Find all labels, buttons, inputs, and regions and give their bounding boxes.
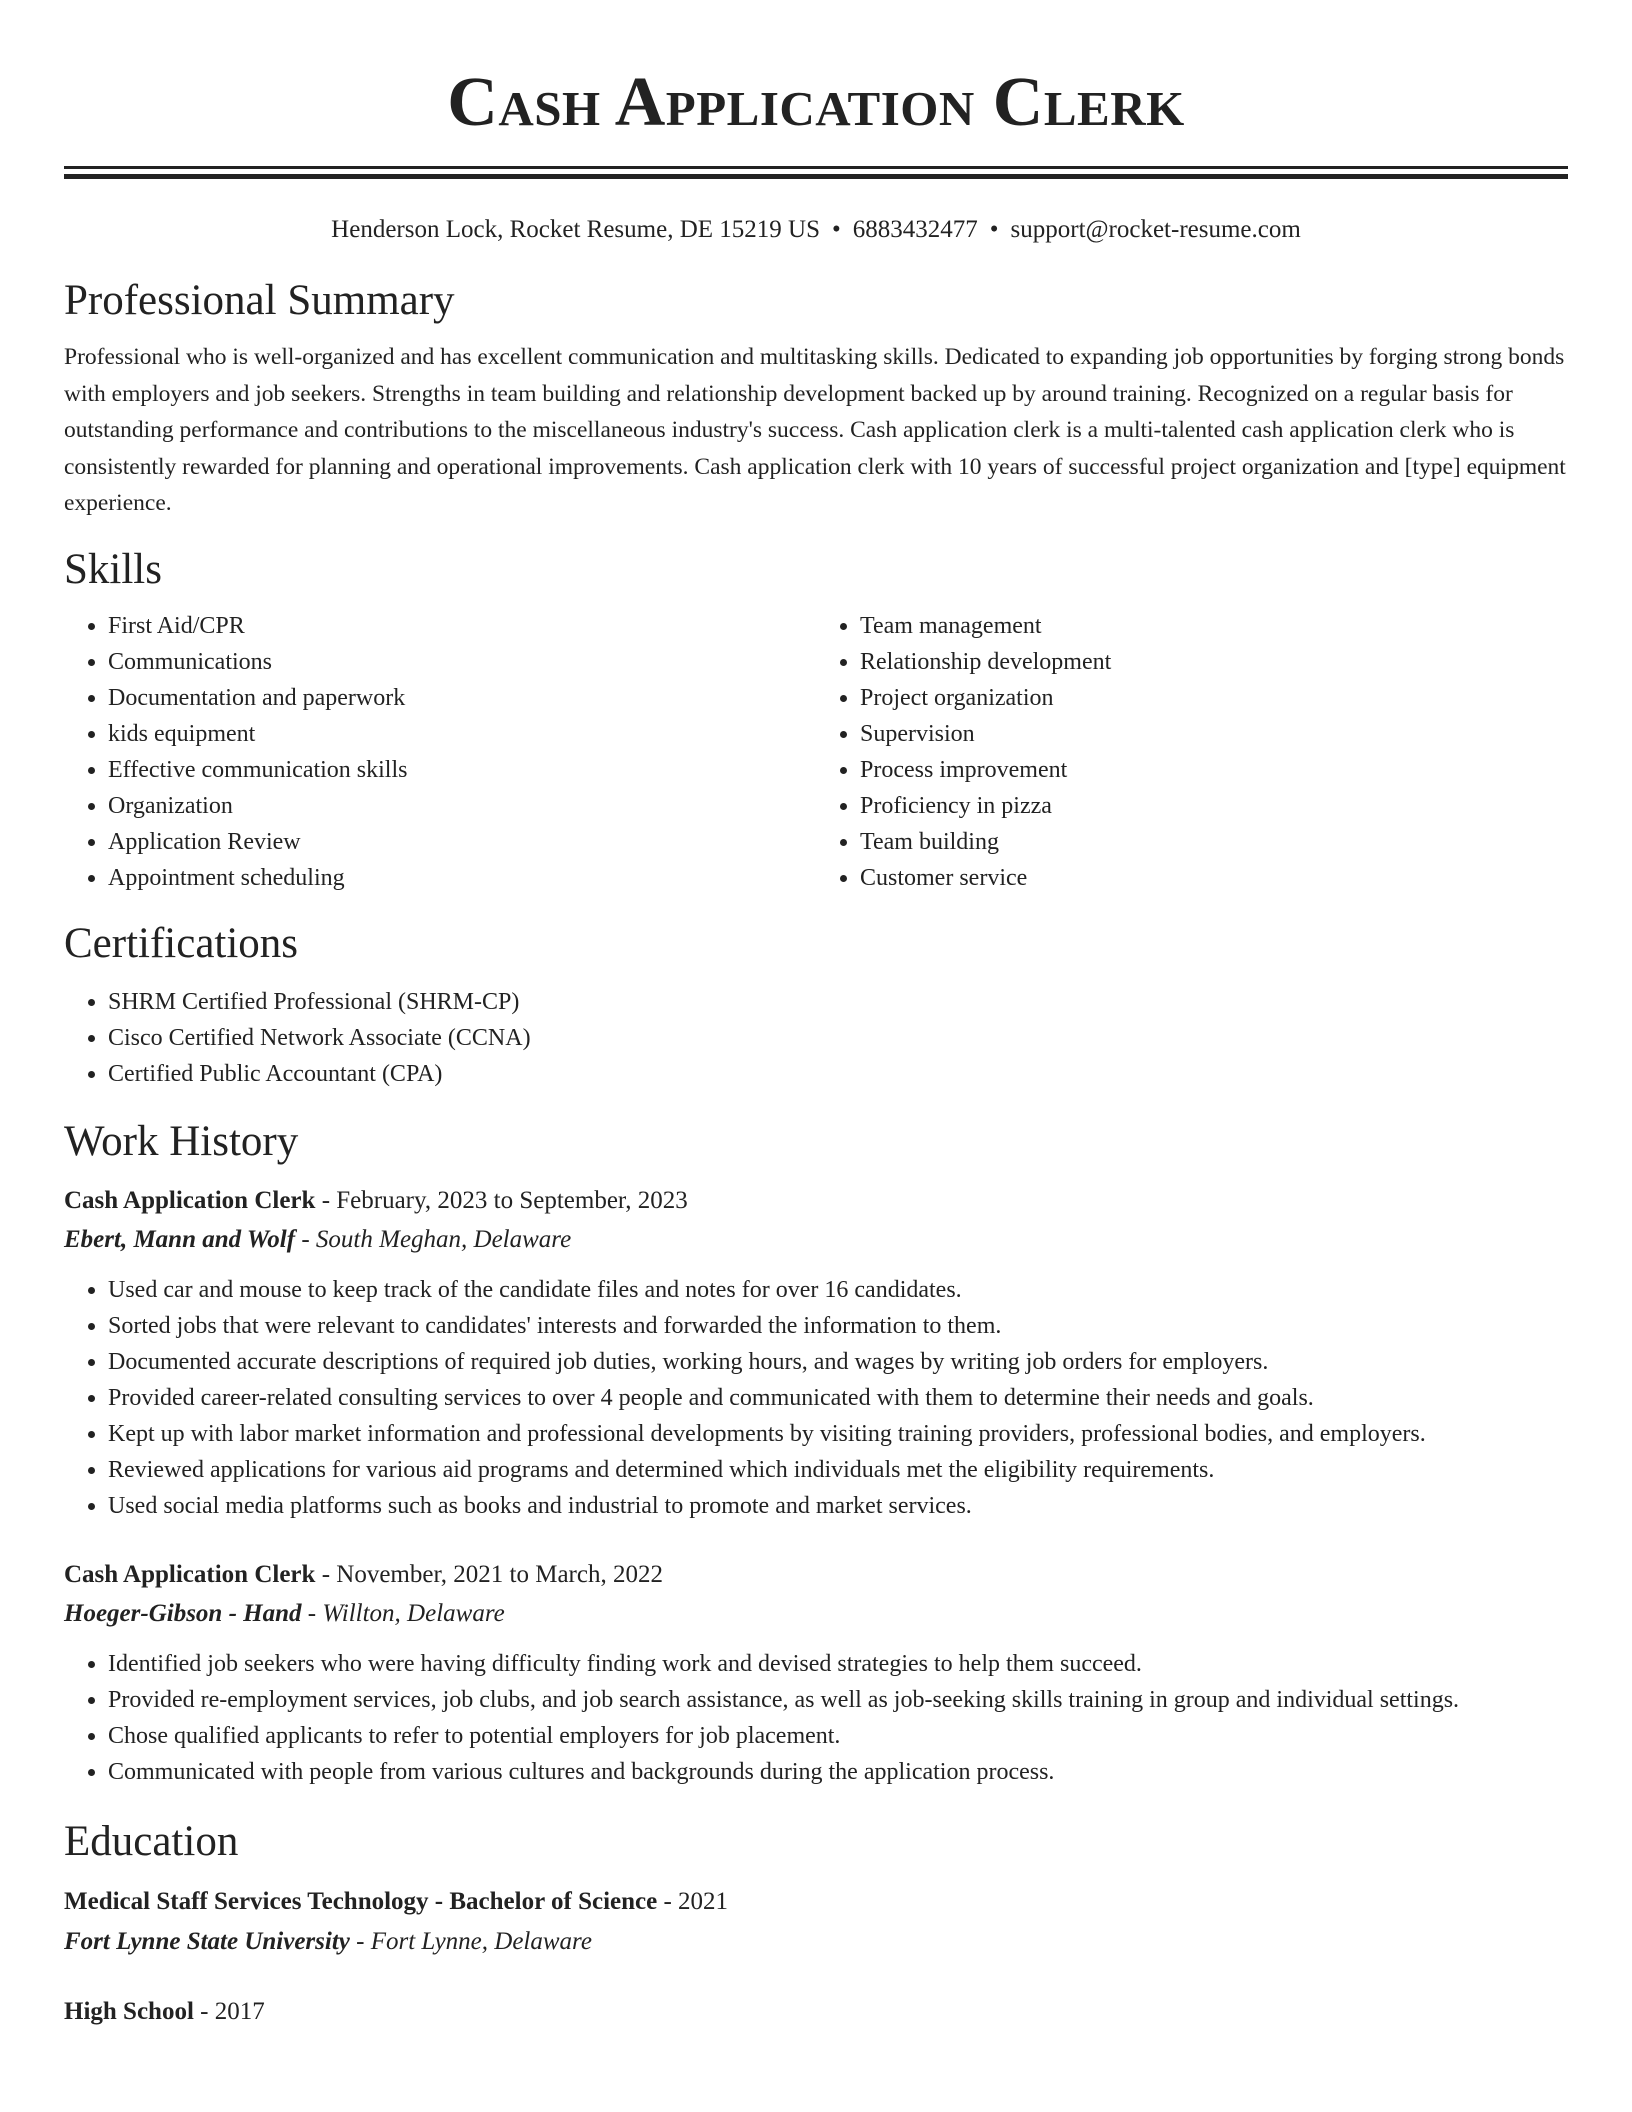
job-entry	[64, 1556, 1568, 1790]
contact-address: Henderson Lock, Rocket Resume, DE 15219 US	[331, 216, 820, 243]
skill-item: • Proficiency in pizza	[860, 788, 1568, 824]
skills-heading: Skills	[64, 545, 162, 593]
skill-item: • Team management	[860, 608, 1568, 644]
job-employer	[64, 1220, 1568, 1260]
work-history-heading: Work History	[64, 1117, 299, 1165]
skill-item: • Effective communication skills	[108, 752, 816, 788]
skill-item: • Application Review	[108, 824, 816, 860]
skill-item: • Customer service	[860, 860, 1568, 896]
job-dates: - February, 2023 to September, 2023	[315, 1186, 688, 1214]
skill-item: • Process improvement	[860, 752, 1568, 788]
skills-columns	[64, 608, 1568, 896]
title-divider	[64, 166, 1568, 179]
certification-item: • SHRM Certified Professional (SHRM-CP)	[108, 984, 1568, 1020]
education-school: Fort Lynne State University	[64, 1927, 350, 1955]
job-location: - South Meghan, Delaware	[295, 1225, 572, 1253]
skill-item: • Organization	[108, 788, 816, 824]
skills-list-right	[816, 608, 1568, 896]
education-entry	[64, 1992, 1568, 2032]
job-role: Cash Application Clerk	[64, 1186, 316, 1214]
skill-item: • kids equipment	[108, 716, 816, 752]
job-role: Cash Application Clerk	[64, 1560, 316, 1588]
job-duty: • Reviewed applications for various aid programs and determined which individuals met the eligibility requirements.	[108, 1452, 1568, 1488]
contact-line	[64, 213, 1568, 247]
job-duty: • Communicated with people from various cultures and backgrounds during the application process.	[108, 1754, 1568, 1790]
job-duty: • Provided re-employment services, job clubs, and job search assistance, as well as job-seeking skills training in group and individual settings.	[108, 1682, 1568, 1718]
job-duty: • Provided career-related consulting services to over 4 people and communicated with them to determine their needs and goals.	[108, 1380, 1568, 1416]
education-year: - 2021	[657, 1887, 729, 1915]
job-duties-list	[64, 1646, 1568, 1790]
job-duty: • Identified job seekers who were having difficulty finding work and devised strategies to help them succeed.	[108, 1646, 1568, 1682]
job-company: Ebert, Mann and Wolf	[64, 1225, 296, 1253]
certification-item: • Certified Public Accountant (CPA)	[108, 1056, 1568, 1092]
skill-item: • Team building	[860, 824, 1568, 860]
contact-separator: •	[989, 216, 999, 243]
job-duty: • Used social media platforms such as books and industrial to promote and market services.	[108, 1488, 1568, 1524]
skill-item: • First Aid/CPR	[108, 608, 816, 644]
education-school-line	[64, 1922, 1568, 1962]
job-location: - Willton, Delaware	[301, 1599, 505, 1627]
job-duty: • Chose qualified applicants to refer to potential employers for job placement.	[108, 1718, 1568, 1754]
job-duty: • Kept up with labor market information and professional developments by visiting training providers, professional bodies, and employers.	[108, 1416, 1568, 1452]
skill-item: • Communications	[108, 644, 816, 680]
job-duty: • Used car and mouse to keep track of the candidate files and notes for over 16 candidates.	[108, 1272, 1568, 1308]
contact-phone: 6883432477	[852, 216, 978, 243]
skills-list-left	[64, 608, 816, 896]
job-company: Hoeger-Gibson - Hand	[64, 1599, 302, 1627]
skill-item: • Documentation and paperwork	[108, 680, 816, 716]
education-entry	[64, 1882, 1568, 1962]
education-degree: High School	[64, 1997, 194, 2025]
summary-heading: Professional Summary	[64, 277, 455, 324]
education-heading: Education	[64, 1817, 239, 1865]
education-header	[64, 1992, 1568, 2032]
job-header	[64, 1182, 1568, 1220]
certification-item: • Cisco Certified Network Associate (CCNA)	[108, 1020, 1568, 1056]
job-dates: - November, 2021 to March, 2022	[315, 1560, 663, 1588]
summary-text: Professional who is well-organized and has excellent communication and multitasking skills. Dedicated to expanding job opportunities by forging strong bonds with employers and job seekers. Strengths in team building and relationship development backed up by around training. Recognized on a regular basis for outstanding performance and contributions to the miscellaneous industry's success. Cash application clerk is a multi-talented cash application clerk who is consistently rewarded for planning and operational improvements. Cash application clerk with 10 years of successful project organization and [type] equipment experience.	[64, 344, 1566, 516]
certifications-heading: Certifications	[64, 919, 299, 967]
skill-item: • Appointment scheduling	[108, 860, 816, 896]
certifications-list	[64, 984, 1568, 1092]
job-duty: • Sorted jobs that were relevant to candidates' interests and forwarded the information to them.	[108, 1308, 1568, 1344]
skill-item: • Relationship development	[860, 644, 1568, 680]
education-header	[64, 1882, 1568, 1922]
education-year: - 2017	[193, 1997, 265, 2025]
job-entry	[64, 1182, 1568, 1524]
skill-item: • Supervision	[860, 716, 1568, 752]
job-duty: • Documented accurate descriptions of required job duties, working hours, and wages by writing job orders for employers.	[108, 1344, 1568, 1380]
skill-item: • Project organization	[860, 680, 1568, 716]
resume-title: Cash Application Clerk	[447, 64, 1185, 141]
job-duties-list	[64, 1272, 1568, 1524]
education-location: - Fort Lynne, Delaware	[349, 1927, 592, 1955]
contact-separator: •	[831, 216, 841, 243]
contact-email[interactable]: support@rocket-resume.com	[1010, 216, 1301, 243]
education-degree: Medical Staff Services Technology - Bachelor of Science	[64, 1887, 658, 1915]
job-employer	[64, 1594, 1568, 1634]
job-header	[64, 1556, 1568, 1594]
